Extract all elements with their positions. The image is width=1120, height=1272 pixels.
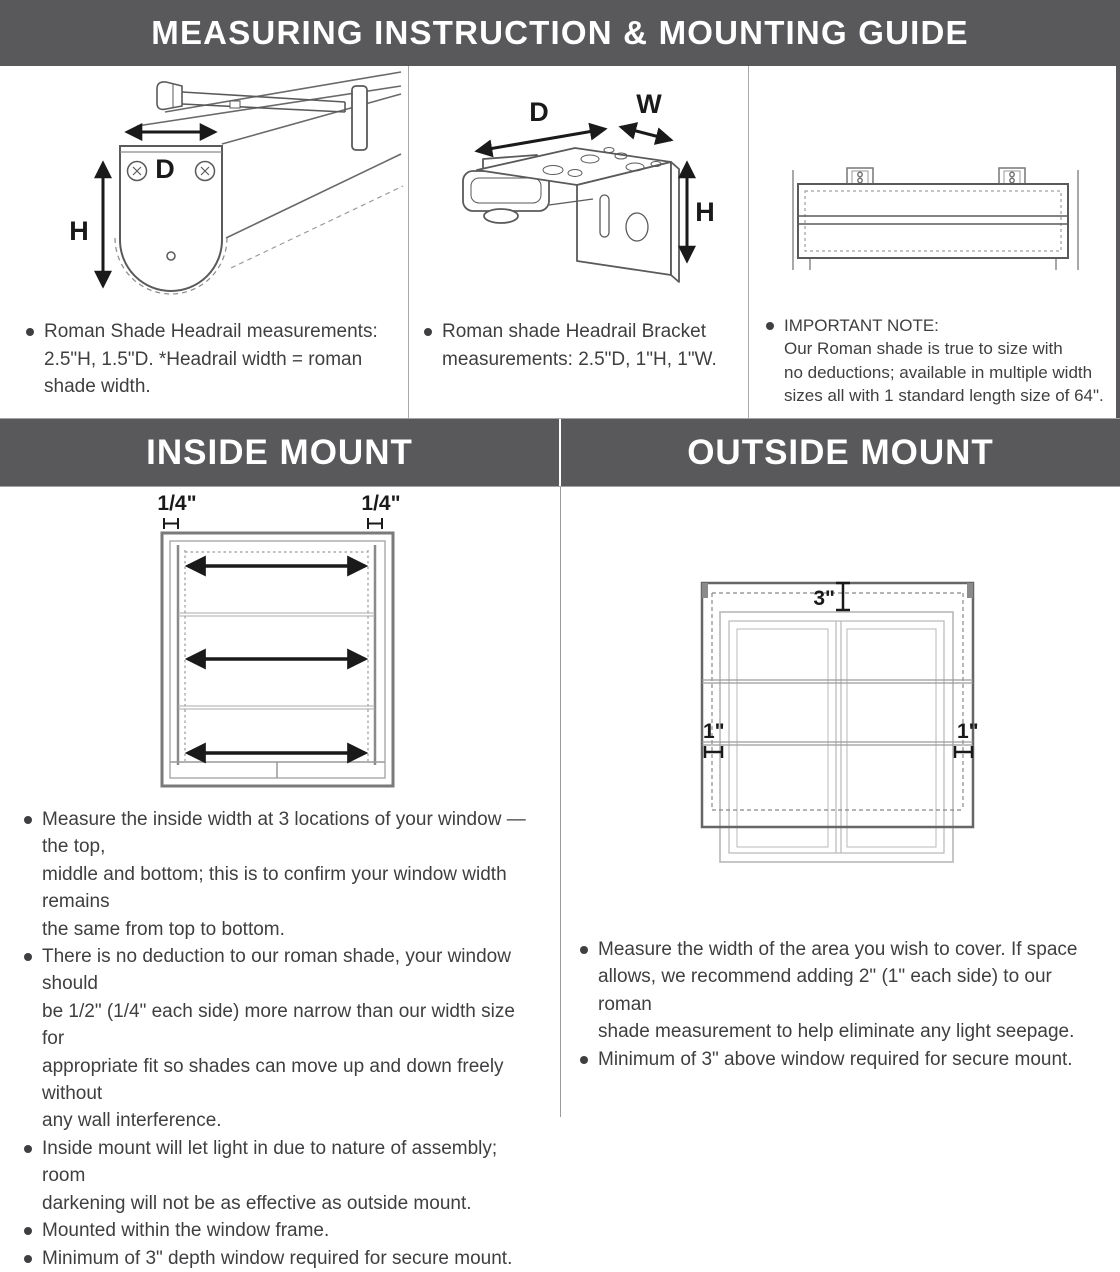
bullet-dot [24,1227,32,1235]
headrail-note: Roman Shade Headrail measurements: 2.5"H, 1.5"D. *Headrail width = roman shade width. [26,318,392,401]
mounted-headrail-diagram [765,138,1110,283]
page-title: MEASURING INSTRUCTION & MOUNTING GUIDE [151,14,969,51]
list-item: Measure the inside width at 3 locations of your window —the top, middle and bottom; this is to confirm your window width remains the same from top to bottom. [24,806,540,943]
bullet-dot [580,946,588,954]
list-item: Mounted within the window frame. [24,1217,540,1244]
bullet-dot [24,1255,32,1263]
list-item: Minimum of 3" above window required for secure mount. [580,1046,1110,1073]
depth-label: D [155,154,175,184]
column-divider [560,487,561,1117]
bracket-body [463,148,679,282]
side-gap-ticks [705,746,972,758]
rail-bracket [157,82,367,150]
list-item: Measure the width of the area you wish to cover. If space allows, we recommend adding 2" (1" each side) to our roman shade measurement to help eliminate any light seepage. [580,936,1110,1046]
bullet-dot [24,1145,32,1153]
important-note-title: IMPORTANT NOTE: [784,316,939,335]
page-title-bar [0,0,1120,66]
important-note [766,314,1118,408]
bullet-dot [580,1056,588,1064]
list-item: Inside mount will let light in due to nature of assembly; room darkening will not be as effective as outside mount. [24,1135,540,1217]
outside-mount-header [561,419,1120,486]
top-gap-label: 3" [813,587,835,610]
height-label: H [695,197,715,227]
headrail-diagram [15,68,405,313]
depth-label: D [529,97,549,127]
list-item: There is no deduction to our roman shade, your window should be 1/2" (1/4" each side) more narrow than our width size for appropriate fit so shades can move up and down freely without any wall interference. [24,943,540,1135]
bracket-note: Roman shade Headrail Bracket measurements: 2.5"D, 1"H, 1"W. [424,318,740,373]
top-gap-tick [836,583,850,610]
important-note-body: Our Roman shade is true to size with no deductions; available in multiple width sizes all with 1 standard length size of 64". [784,339,1104,406]
inside-mount-bullets [24,806,540,1272]
outside-mount-bullets [580,936,1110,1073]
right-edge-strip [1116,0,1120,487]
window-behind [720,612,953,862]
bracket-diagram [425,75,720,305]
mounting-brackets [847,168,1025,184]
bullet-dot [766,322,774,330]
headrail-front [798,184,1068,258]
height-label: H [69,216,89,246]
list-item: Minimum of 3" depth window required for secure mount. [24,1245,540,1272]
bullet-dot [24,816,32,824]
panel-divider [408,66,409,418]
right-gap-label: 1/4" [361,494,401,515]
headrail-cap-right [967,583,973,598]
bullet-dot [26,328,34,336]
inside-mount-header [0,419,559,486]
outside-mount-diagram [685,560,995,900]
left-gap-label: 1" [703,720,725,743]
gap-ticks [164,518,382,529]
left-gap-label: 1/4" [157,494,197,515]
mount-section-bar [0,418,1120,487]
panel-divider [748,66,749,418]
right-gap-label: 1" [957,720,979,743]
inside-mount-diagram [138,494,438,794]
outside-mount-title: OUTSIDE MOUNT [687,432,994,472]
inside-mount-title: INSIDE MOUNT [146,432,413,472]
bullet-dot [424,328,432,336]
width-label: W [636,89,662,119]
headrail-cap-left [702,583,708,598]
shade-over [702,583,973,827]
bullet-dot [24,953,32,961]
